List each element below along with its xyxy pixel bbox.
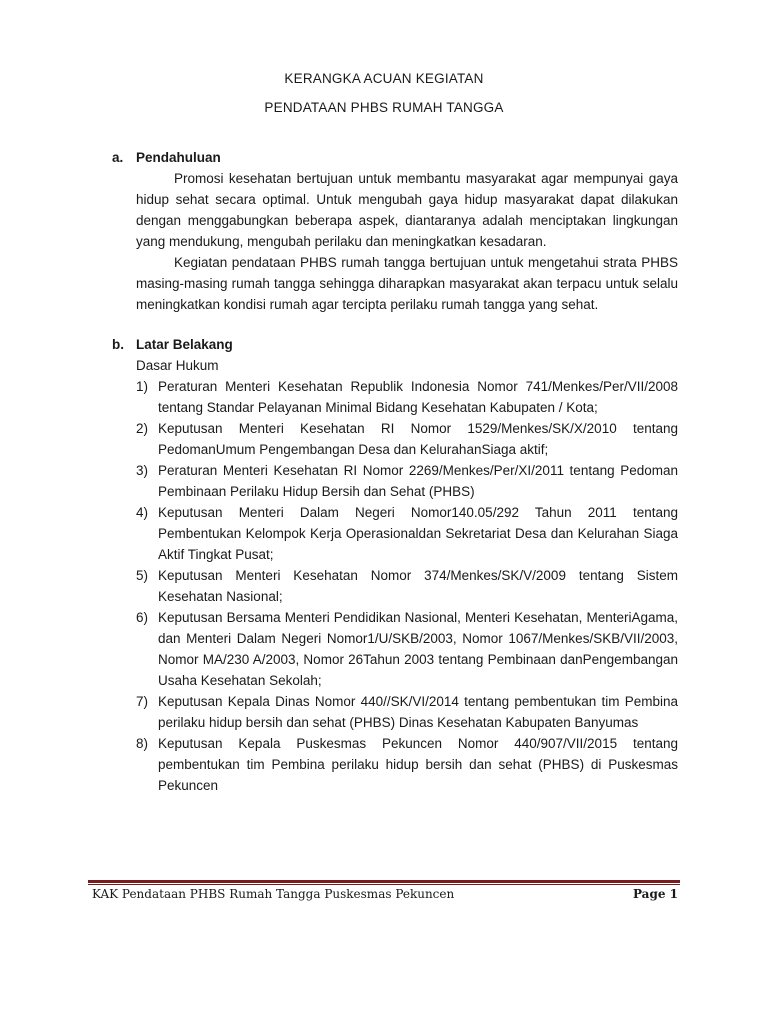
list-number: 2) <box>136 421 149 436</box>
subheading: Dasar Hukum <box>136 358 219 373</box>
section-b-title: Latar Belakang <box>136 337 233 352</box>
section-a-heading <box>112 147 678 168</box>
list-item <box>136 565 678 607</box>
section-b-body <box>112 355 678 796</box>
list-text: Keputusan Kepala Puskesmas Pekuncen Nomor 440/907/VII/2015 tentang pembentukan tim Pembina perilaku hidup bersih dan sehat (PHBS) di Puskesmas Pekuncen <box>158 736 678 793</box>
list-number: 1) <box>136 379 149 394</box>
paragraph: Promosi kesehatan bertujuan untuk membantu masyarakat agar mempunyai gaya hidup sehat secara optimal. Untuk mengubah gaya hidup masyarakat dapat dilakukan dengan menggabungkan beberapa aspek, diantaranya adalah menciptakan lingkungan yang mendukung, mengubah perilaku dan meningkatkan kesadaran. <box>136 171 678 249</box>
page-number: Page 1 <box>632 887 678 901</box>
footer-rule <box>88 880 680 883</box>
list-number: 7) <box>136 694 149 709</box>
section-b-marker: b. <box>112 337 124 352</box>
list-item <box>136 733 678 796</box>
list-item <box>136 460 678 502</box>
list-number: 4) <box>136 505 149 520</box>
list-item <box>136 376 678 418</box>
footer-rule-thin <box>88 884 680 885</box>
list-item <box>136 418 678 460</box>
list-text: Peraturan Menteri Kesehatan RI Nomor 2269/Menkes/Per/XI/2011 tentang Pedoman Pembinaan Perilaku Hidup Bersih dan Sehat (PHBS) <box>158 463 678 499</box>
list-number: 8) <box>136 736 149 751</box>
list-text: Keputusan Menteri Kesehatan RI Nomor 1529/Menkes/SK/X/2010 tentang PedomanUmum Pengembangan Desa dan KelurahanSiaga aktif; <box>158 421 678 457</box>
legal-basis-list <box>136 376 678 796</box>
list-text: Peraturan Menteri Kesehatan Republik Indonesia Nomor 741/Menkes/Per/VII/2008 tentang Standar Pelayanan Minimal Bidang Kesehatan Kabupaten / Kota; <box>158 379 678 415</box>
list-number: 3) <box>136 463 149 478</box>
list-text: Keputusan Bersama Menteri Pendidikan Nasional, Menteri Kesehatan, MenteriAgama, dan Menteri Dalam Negeri Nomor1/U/SKB/2003, Nomor 1067/Menkes/SKB/VII/2003, Nomor MA/230 A/2003, Nomor 26Tahun 2003 tentang Pembinaan danPengembangan Usaha Kesehatan Sekolah; <box>158 610 678 688</box>
document-title: KERANGKA ACUAN KEGIATAN <box>284 71 484 86</box>
document-subtitle: PENDATAAN PHBS RUMAH TANGGA <box>264 100 504 115</box>
paragraph: Kegiatan pendataan PHBS rumah tangga bertujuan untuk mengetahui strata PHBS masing-masing rumah tangga sehingga diharapkan masyarakat akan terpacu untuk selalu meningkatkan kondisi rumah agar tercipta perilaku rumah tangga yang sehat. <box>136 255 678 312</box>
list-text: Keputusan Menteri Dalam Negeri Nomor140.05/292 Tahun 2011 tentang Pembentukan Kelompok Kerja Operasionaldan Sekretariat Desa dan Kelurahan Siaga Aktif Tingkat Pusat; <box>158 505 678 562</box>
section-a-body <box>112 168 678 315</box>
list-text: Keputusan Menteri Kesehatan Nomor 374/Menkes/SK/V/2009 tentang Sistem Kesehatan Nasional; <box>158 568 678 604</box>
list-item <box>136 691 678 733</box>
footer-text: KAK Pendataan PHBS Rumah Tangga Puskesmas Pekuncen <box>92 887 455 901</box>
list-number: 6) <box>136 610 149 625</box>
section-a-title: Pendahuluan <box>136 150 221 165</box>
document-body <box>112 147 678 796</box>
list-item <box>136 502 678 565</box>
list-item <box>136 607 678 691</box>
section-b-heading <box>112 334 678 355</box>
section-a-marker: a. <box>112 150 124 165</box>
list-number: 5) <box>136 568 149 583</box>
list-text: Keputusan Kepala Dinas Nomor 440//SK/VI/2014 tentang pembentukan tim Pembina perilaku hidup bersih dan sehat (PHBS) Dinas Kesehatan Kabupaten Banyumas <box>158 694 678 730</box>
